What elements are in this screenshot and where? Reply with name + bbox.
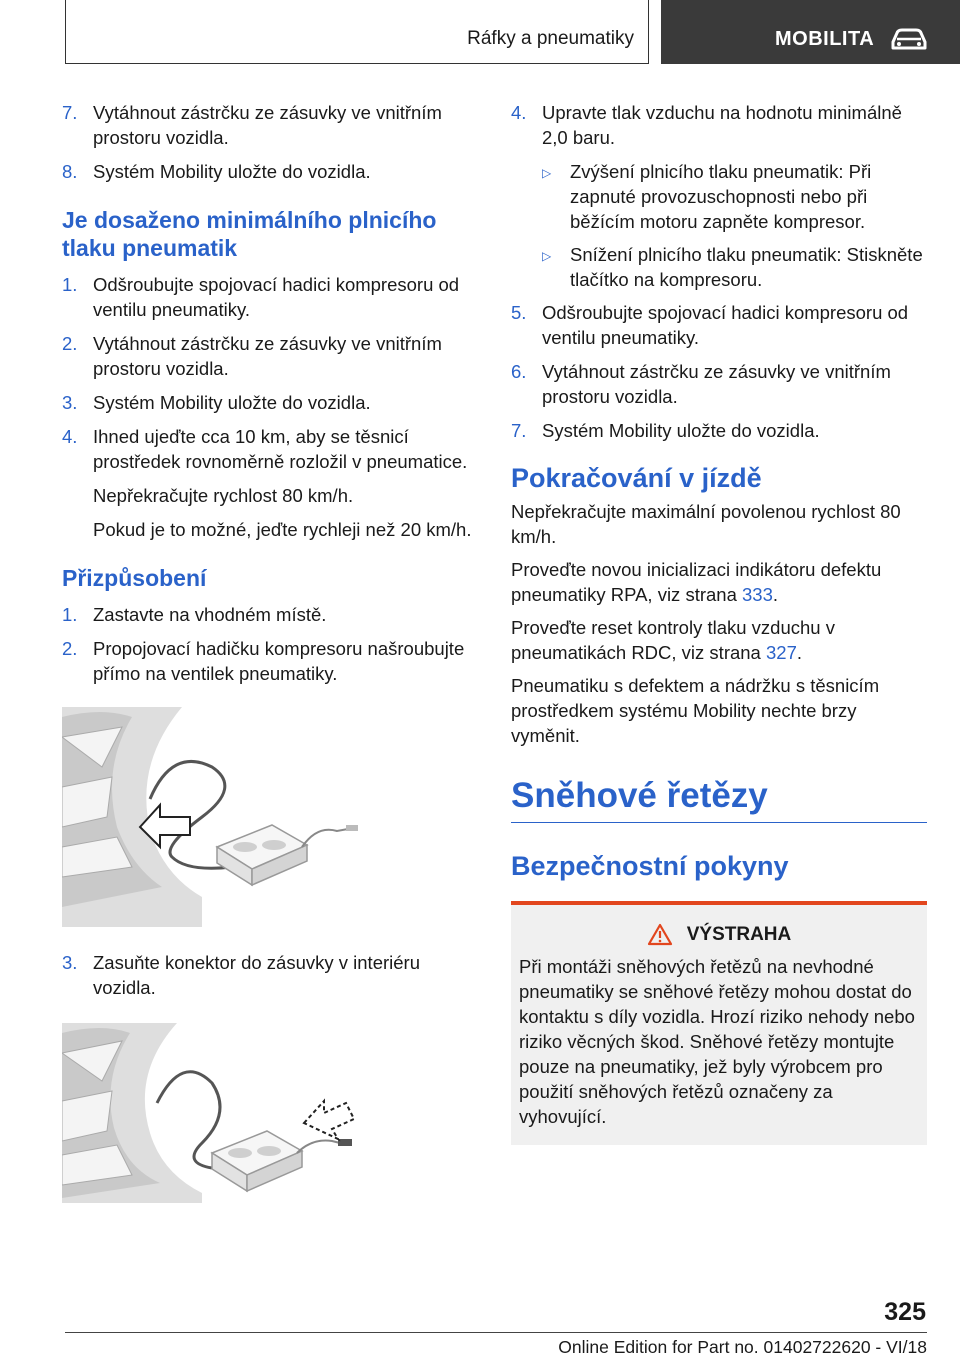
list-item: 7. Systém Mobility uložte do vozidla. [511,420,820,441]
paragraph: Proveďte reset kontroly tlaku vzduchu v pneumatikách RDC, viz strana 327. [511,617,835,663]
heading-adaptation: Přizpůsobení [62,565,207,591]
page-link-327[interactable]: 327 [766,642,797,663]
right-column [511,100,927,1145]
paragraph: Nepřekračujte maximální povolenou rychlost 80 km/h. [511,501,901,547]
page-number: 325 [884,1298,926,1326]
warning-title: VÝSTRAHA [519,923,919,946]
heading-continue-driving: Pokračování v jízdě [511,463,762,493]
edition-note: Online Edition for Part no. 01402722620 - VI/18 [558,1337,927,1357]
list-item: 7. Vytáhnout zástrčku ze zásuvky ve vnitřním prostoru vozidla. [62,102,442,148]
warning-box [511,901,927,1145]
warning-triangle-icon [647,923,673,946]
list-item: 3. Zasuňte konektor do zásuvky v interiéru vozidla. [62,952,420,998]
list-item: 1. Odšroubujte spojovací hadici kompresoru od ventilu pneumatiky. [62,274,460,320]
list-item: 4. Upravte tlak vzduchu na hodnotu minimálně 2,0 baru. [511,102,902,148]
header-chapter-tab [661,0,960,64]
sub-list-item: ▷ Snížení plnicího tlaku pneumatik: Stiskněte tlačítko na kompresoru. [542,244,923,290]
connector-socket-illustration [62,1023,362,1203]
header-chapter-title: MOBILITA [775,28,875,50]
sub-list-item: ▷ Zvýšení plnicího tlaku pneumatik: Při zapnuté provozuschopnosti nebo při běžícím motoru zapněte kompresor. [542,161,872,232]
list-item: 6. Vytáhnout zástrčku ze zásuvky ve vnitřním prostoru vozidla. [511,361,891,407]
heading-safety-notes: Bezpečnostní pokyny [511,851,789,881]
page-link-333[interactable]: 333 [742,584,773,605]
warning-text: Při montáži sněhových řetězů na nevhodné pneumatiky se sněhové řetězy mohou dostat do kontaktu s díly vozidla. Hrozí riziko nehody nebo riziko věcných škod. Sněhové řetězy montujte pouze na pneumatiky, jež byly výrobcem pro použití sněhových řetězů označeny za vyhovující. [519,956,915,1127]
heading-snow-chains: Sněhové řetězy [511,776,927,823]
car-icon [889,26,929,52]
list-item: 8. Systém Mobility uložte do vozidla. [62,161,371,182]
triangle-bullet-icon: ▷ [542,166,552,180]
left-column [62,100,478,1226]
list-item: 5. Odšroubujte spojovací hadici kompresoru od ventilu pneumatiky. [511,302,909,348]
header-section-title: Ráfky a pneumatiky [467,28,634,49]
paragraph: Proveďte novou inicializaci indikátoru defektu pneumatiky RPA, viz strana 333. [511,559,882,605]
triangle-bullet-icon: ▷ [542,249,552,263]
list-item: 3. Systém Mobility uložte do vozidla. [62,392,371,413]
paragraph: Pneumatiku s defektem a nádržku s těsnicím prostředkem systému Mobility nechte brzy vyměnit. [511,675,880,746]
compressor-valve-illustration [62,707,362,927]
list-item: 2. Vytáhnout zástrčku ze zásuvky ve vnitřním prostoru vozidla. [62,333,442,379]
header-section-box [65,0,649,64]
list-item: 2. Propojovací hadičku kompresoru našroubujte přímo na ventilek pneumatiky. [62,638,465,684]
heading-min-pressure: Je dosaženo minimálního plnicího tlaku pneumatik [62,207,437,261]
footer-divider [65,1332,927,1333]
list-item: 1. Zastavte na vhodném místě. [62,604,327,625]
list-item: 4. Ihned ujeďte cca 10 km, aby se těsnicí prostředek rovnoměrně rozložil v pneumatice. Nepřekračujte rychlost 80 km/h. Pokud je to možné, jeďte rychleji než 20 km/h. [62,426,472,540]
